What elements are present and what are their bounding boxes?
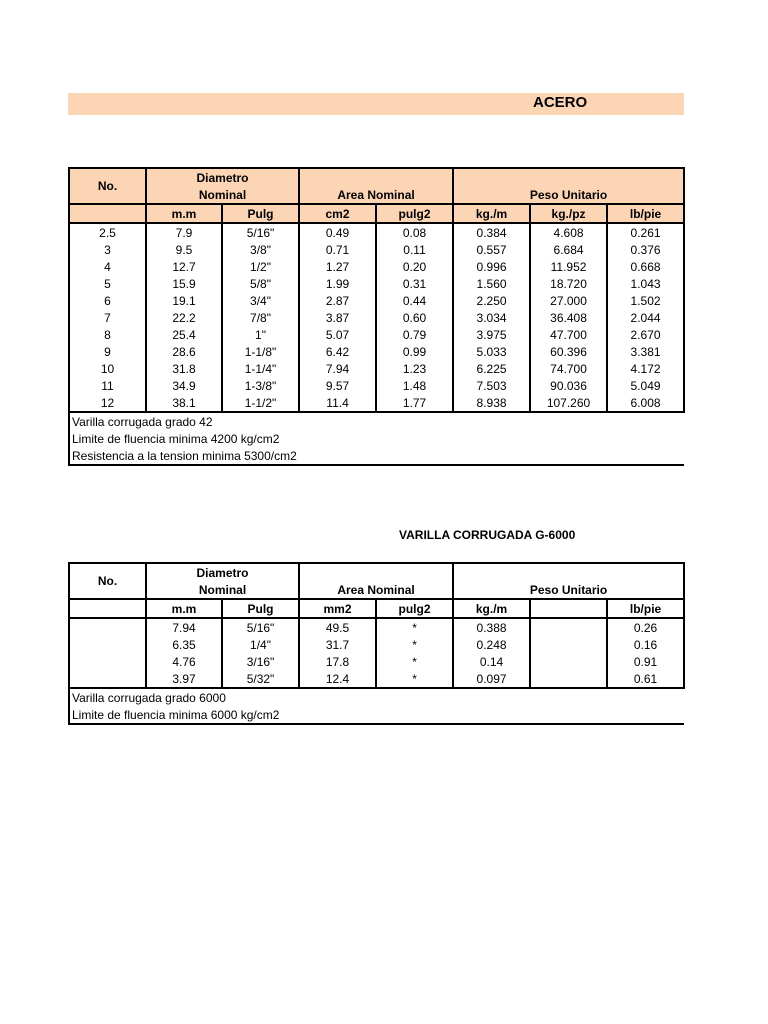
table-cell: 5/32" [222, 670, 299, 688]
table-cell [530, 653, 607, 670]
table-cell: 4 [69, 258, 146, 275]
table-cell: 2.87 [299, 292, 376, 309]
header-no: No. [69, 168, 146, 204]
table-cell: * [376, 653, 453, 670]
table-row [69, 670, 684, 688]
header-diametro-line1: Diametro [146, 563, 299, 581]
subheader-cell: pulg2 [376, 204, 453, 223]
table-cell: 1-1/4" [222, 360, 299, 377]
table-cell: 0.26 [607, 618, 684, 636]
table-cell: 31.7 [299, 636, 376, 653]
table-cell: 1.77 [376, 394, 453, 412]
subheader-cell: pulg2 [376, 599, 453, 618]
acero-table [68, 167, 685, 466]
table-cell: 7.94 [146, 618, 222, 636]
table-cell: 3.87 [299, 309, 376, 326]
table-cell: 1/2" [222, 258, 299, 275]
table-body [69, 618, 684, 688]
subheader-cell [530, 599, 607, 618]
table-row [69, 326, 684, 343]
table-cell: 18.720 [530, 275, 607, 292]
table-cell: 3/4" [222, 292, 299, 309]
page-title: ACERO [533, 94, 588, 111]
table-cell: 0.996 [453, 258, 530, 275]
table-cell: 9 [69, 343, 146, 360]
table-cell: 6.35 [146, 636, 222, 653]
table-cell: 0.91 [607, 653, 684, 670]
header-peso: Peso Unitario [453, 168, 684, 204]
table-cell: 2.670 [607, 326, 684, 343]
table-cell: 34.9 [146, 377, 222, 394]
table2-title: VARILLA CORRUGADA G-6000 [399, 528, 576, 542]
table-cell [69, 636, 146, 653]
table-cell [530, 618, 607, 636]
subheader-cell: kg./pz [530, 204, 607, 223]
table-cell: 7/8" [222, 309, 299, 326]
table-row [69, 618, 684, 636]
header-diametro [146, 168, 299, 186]
note-text: Varilla corrugada grado 6000 [69, 688, 684, 706]
table-cell: 0.71 [299, 241, 376, 258]
table-cell: 28.6 [146, 343, 222, 360]
table-cell: 3.975 [453, 326, 530, 343]
table-cell: 1.99 [299, 275, 376, 292]
table-cell: 0.79 [376, 326, 453, 343]
table-cell: 6.008 [607, 394, 684, 412]
subheader-cell: Pulg [222, 599, 299, 618]
table-cell: 11 [69, 377, 146, 394]
table-cell: 4.608 [530, 223, 607, 241]
table-cell: 5.07 [299, 326, 376, 343]
table-cell [530, 670, 607, 688]
table-cell: 1.27 [299, 258, 376, 275]
table-cell: 3.381 [607, 343, 684, 360]
table-cell: 3.97 [146, 670, 222, 688]
table-body [69, 223, 684, 412]
subheader-cell: m.m [146, 599, 222, 618]
table-cell: 27.000 [530, 292, 607, 309]
table-cell: 5/16" [222, 618, 299, 636]
table-cell: 0.557 [453, 241, 530, 258]
table-cell: 1-1/8" [222, 343, 299, 360]
table-cell: * [376, 670, 453, 688]
table-cell: 5.049 [607, 377, 684, 394]
table-row [69, 343, 684, 360]
table-cell: 25.4 [146, 326, 222, 343]
table-cell: 9.57 [299, 377, 376, 394]
table-cell: 22.2 [146, 309, 222, 326]
table-cell: 1.560 [453, 275, 530, 292]
table-row [69, 258, 684, 275]
table-cell: 31.8 [146, 360, 222, 377]
note-text: Limite de fluencia minima 4200 kg/cm2 [69, 430, 684, 447]
notes-section [69, 412, 684, 465]
table-cell: 0.99 [376, 343, 453, 360]
table-cell [69, 618, 146, 636]
table-cell: 1-1/2" [222, 394, 299, 412]
table-cell: 0.20 [376, 258, 453, 275]
subheader-row [69, 204, 684, 223]
table-row [69, 309, 684, 326]
table-cell: 0.44 [376, 292, 453, 309]
subheader-cell: lb/pie [607, 599, 684, 618]
table-cell: 0.11 [376, 241, 453, 258]
table-row [69, 394, 684, 412]
note-row [69, 706, 684, 724]
table-cell: 1.043 [607, 275, 684, 292]
table-cell: 0.261 [607, 223, 684, 241]
table-cell: 12.7 [146, 258, 222, 275]
table-cell: 7 [69, 309, 146, 326]
header-diametro-line2: Nominal [146, 581, 299, 599]
note-row [69, 412, 684, 430]
table-cell: 0.388 [453, 618, 530, 636]
subheader-cell: kg./m [453, 599, 530, 618]
header-diametro-line2: Nominal [146, 186, 299, 204]
table-cell: 2.044 [607, 309, 684, 326]
table-cell [69, 653, 146, 670]
table-cell: 3 [69, 241, 146, 258]
table-cell: 2.250 [453, 292, 530, 309]
note-text: Limite de fluencia minima 6000 kg/cm2 [69, 706, 684, 724]
title-bar [68, 93, 684, 115]
table-row [69, 360, 684, 377]
table-row [69, 275, 684, 292]
table-row [69, 292, 684, 309]
table-cell: 1-3/8" [222, 377, 299, 394]
table-cell: 8 [69, 326, 146, 343]
table-cell: 0.16 [607, 636, 684, 653]
table-cell: 3/8" [222, 241, 299, 258]
table-cell: 6.684 [530, 241, 607, 258]
table-cell: 5 [69, 275, 146, 292]
table-row [69, 636, 684, 653]
table-cell: 1/4" [222, 636, 299, 653]
subheader-blank [69, 599, 146, 618]
table-row [69, 377, 684, 394]
table-cell: 9.5 [146, 241, 222, 258]
table-cell: 0.31 [376, 275, 453, 292]
g6000-table [68, 562, 685, 725]
table-cell: 0.49 [299, 223, 376, 241]
table-cell: * [376, 636, 453, 653]
table-cell: 0.61 [607, 670, 684, 688]
note-text: Resistencia a la tension minima 5300/cm2 [69, 447, 684, 465]
table-cell: 3/16" [222, 653, 299, 670]
table-cell: 7.9 [146, 223, 222, 241]
table-cell: 5.033 [453, 343, 530, 360]
table-cell [530, 636, 607, 653]
table-cell: 17.8 [299, 653, 376, 670]
table-cell: 5/8" [222, 275, 299, 292]
subheader-cell: mm2 [299, 599, 376, 618]
table-cell: 5/16" [222, 223, 299, 241]
table-cell: 2.5 [69, 223, 146, 241]
table-cell: 7.503 [453, 377, 530, 394]
header-no: No. [69, 563, 146, 599]
subheader-cell: Pulg [222, 204, 299, 223]
table-cell: 6 [69, 292, 146, 309]
table-cell: 0.14 [453, 653, 530, 670]
table-cell: 0.097 [453, 670, 530, 688]
table-cell: 0.08 [376, 223, 453, 241]
note-text: Varilla corrugada grado 42 [69, 412, 684, 430]
note-row [69, 430, 684, 447]
subheader-cell: lb/pie [607, 204, 684, 223]
table-row [69, 653, 684, 670]
subheader-blank [69, 204, 146, 223]
table-cell: 0.248 [453, 636, 530, 653]
table-cell: 8.938 [453, 394, 530, 412]
note-row [69, 688, 684, 706]
note-row [69, 447, 684, 465]
subheader-row [69, 599, 684, 618]
table-cell: 36.408 [530, 309, 607, 326]
subheader-cell: m.m [146, 204, 222, 223]
table-cell: 11.952 [530, 258, 607, 275]
header-peso: Peso Unitario [453, 563, 684, 599]
table-cell: 0.60 [376, 309, 453, 326]
subheader-cell: kg./m [453, 204, 530, 223]
table-cell: 12.4 [299, 670, 376, 688]
table-cell: 11.4 [299, 394, 376, 412]
table-cell: 1.502 [607, 292, 684, 309]
table-cell: 38.1 [146, 394, 222, 412]
table-cell: 15.9 [146, 275, 222, 292]
table-cell: 3.034 [453, 309, 530, 326]
table-cell: 47.700 [530, 326, 607, 343]
table-cell: 0.668 [607, 258, 684, 275]
table-cell: 12 [69, 394, 146, 412]
table-cell: 0.376 [607, 241, 684, 258]
table-cell: 1.23 [376, 360, 453, 377]
table-cell: 1.48 [376, 377, 453, 394]
table-cell: 0.384 [453, 223, 530, 241]
table-row [69, 223, 684, 241]
table-cell [69, 670, 146, 688]
table-cell: 4.76 [146, 653, 222, 670]
header-diametro-line1: Diametro [196, 171, 249, 185]
table-cell: 49.5 [299, 618, 376, 636]
subheader-cell: cm2 [299, 204, 376, 223]
table-cell: 90.036 [530, 377, 607, 394]
table-cell: 74.700 [530, 360, 607, 377]
table-cell: 60.396 [530, 343, 607, 360]
table-cell: * [376, 618, 453, 636]
table-cell: 6.225 [453, 360, 530, 377]
table-cell: 4.172 [607, 360, 684, 377]
table-cell: 107.260 [530, 394, 607, 412]
header-area: Area Nominal [299, 168, 453, 204]
notes-section [69, 688, 684, 724]
table-cell: 19.1 [146, 292, 222, 309]
table-cell: 10 [69, 360, 146, 377]
header-area: Area Nominal [299, 563, 453, 599]
table-row [69, 241, 684, 258]
table-cell: 7.94 [299, 360, 376, 377]
table-cell: 1" [222, 326, 299, 343]
table-cell: 6.42 [299, 343, 376, 360]
